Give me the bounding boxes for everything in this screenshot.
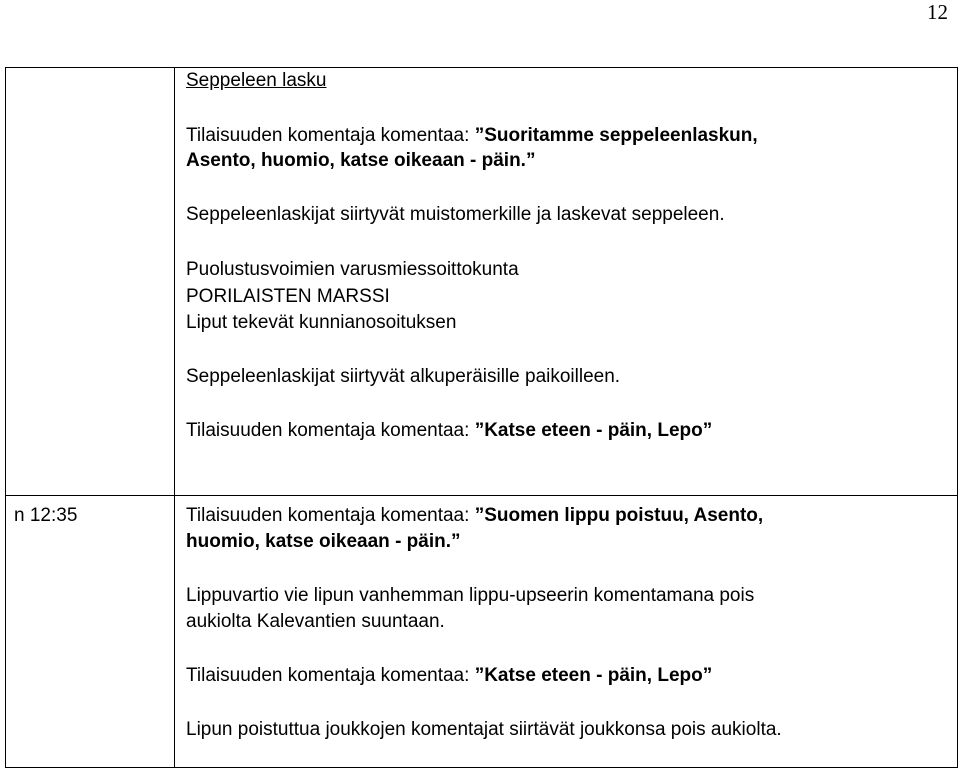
paragraph: Puolustusvoimien varusmiessoittokunta <box>186 259 519 280</box>
command-text: ”Suomen lippu poistuu, Asento, <box>474 505 764 526</box>
row-divider <box>6 495 957 496</box>
command-text-cont: Asento, huomio, katse oikeaan - päin.” <box>186 150 536 171</box>
paragraph: PORILAISTEN MARSSI <box>186 286 390 307</box>
command-line <box>186 123 758 149</box>
command-text: ”Katse eteen - päin, Lepo” <box>474 420 713 441</box>
command-prefix: Tilaisuuden komentaja komentaa: <box>186 125 475 146</box>
command-text: ”Katse eteen - päin, Lepo” <box>474 665 713 686</box>
paragraph: aukiolta Kalevantien suuntaan. <box>186 611 445 632</box>
command-line <box>186 503 763 529</box>
command-text-cont: huomio, katse oikeaan - päin.” <box>186 531 461 552</box>
paragraph: Seppeleenlaskijat siirtyvät alkuperäisille paikoilleen. <box>186 366 621 387</box>
command-line <box>186 663 712 689</box>
section-heading: Seppeleen lasku <box>186 70 327 91</box>
time-cell: n 12:35 <box>14 505 78 526</box>
paragraph: Seppeleenlaskijat siirtyvät muistomerkille ja laskevat seppeleen. <box>186 204 725 225</box>
column-divider <box>174 68 175 767</box>
command-prefix: Tilaisuuden komentaja komentaa: <box>186 505 475 526</box>
paragraph: Lippuvartio vie lipun vanhemman lippu-upseerin komentamana pois <box>186 585 755 606</box>
paragraph: Lipun poistuttua joukkojen komentajat siirtävät joukkonsa pois aukiolta. <box>186 719 782 740</box>
command-prefix: Tilaisuuden komentaja komentaa: <box>186 665 475 686</box>
command-line <box>186 418 712 444</box>
command-prefix: Tilaisuuden komentaja komentaa: <box>186 420 475 441</box>
command-text: ”Suoritamme seppeleenlaskun, <box>474 125 758 146</box>
paragraph: Liput tekevät kunnianosoituksen <box>186 312 457 333</box>
page-number: 12 <box>927 0 948 24</box>
